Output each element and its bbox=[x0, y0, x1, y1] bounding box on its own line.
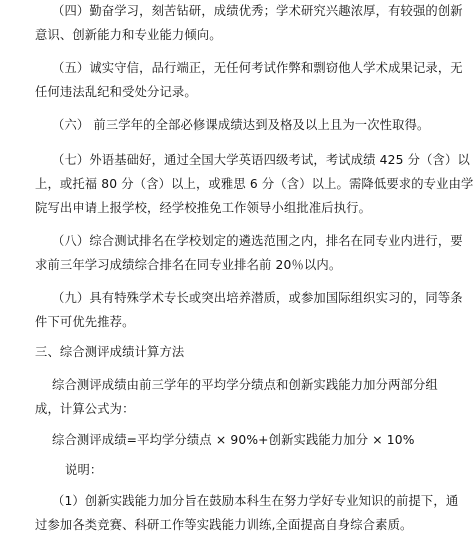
para-4-line-1: （四）勤奋学习，刻苦钻研，成绩优秀；学术研究兴趣浓厚，有较强的创新 bbox=[52, 4, 463, 18]
para-7-line-3: 院写出申请上报学校，经学校推免工作领导小组批准后执行。 bbox=[35, 201, 372, 215]
para-4-line-2: 意识、创新能力和专业能力倾向。 bbox=[35, 28, 222, 42]
formula: 综合测评成绩=平均学分绩点 × 90%+创新实践能力加分 × 10% bbox=[52, 433, 415, 447]
para-6-line-1: （六） 前三学年的全部必修课成绩达到及格及以上且为一次性取得。 bbox=[52, 118, 430, 132]
para-9-line-1: （九）具有特殊学术专长或突出培养潜质，或参加国际组织实习的，同等条 bbox=[52, 291, 463, 305]
para-5-line-1: （五）诚实守信，品行端正，无任何考试作弊和剽窃他人学术成果记录，无 bbox=[52, 61, 463, 75]
section-3-heading: 三、综合测评成绩计算方法 bbox=[35, 345, 185, 359]
para-9-line-2: 件下可优先推荐。 bbox=[35, 315, 135, 329]
note-1-line-2: 过参加各类竞赛、科研工作等实践能力训练,全面提高自身综合素质。 bbox=[35, 518, 413, 532]
formula-intro-line-2: 成，计算公式为： bbox=[35, 402, 135, 416]
para-7-line-2: 上，或托福 80 分（含）以上，或雅思 6 分（含）以上。需降低要求的专业由学 bbox=[35, 177, 473, 191]
para-7-line-1: （七）外语基础好，通过全国大学英语四级考试，考试成绩 425 分（含）以 bbox=[52, 153, 470, 167]
formula-intro-line-1: 综合测评成绩由前三学年的平均学分绩点和创新实践能力加分两部分组 bbox=[52, 378, 438, 392]
note-1-line-1: （1）创新实践能力加分旨在鼓励本科生在努力学好专业知识的前提下，通 bbox=[52, 494, 459, 508]
para-8-line-1: （八）综合测试排名在学校划定的遴选范围之内，排名在同专业内进行，要 bbox=[52, 234, 463, 248]
note-label: 说明： bbox=[65, 463, 103, 477]
para-5-line-2: 任何违法乱纪和受处分记录。 bbox=[35, 85, 197, 99]
para-8-line-2: 求前三年学习成绩综合排名在同专业排名前 20％以内。 bbox=[35, 258, 342, 272]
